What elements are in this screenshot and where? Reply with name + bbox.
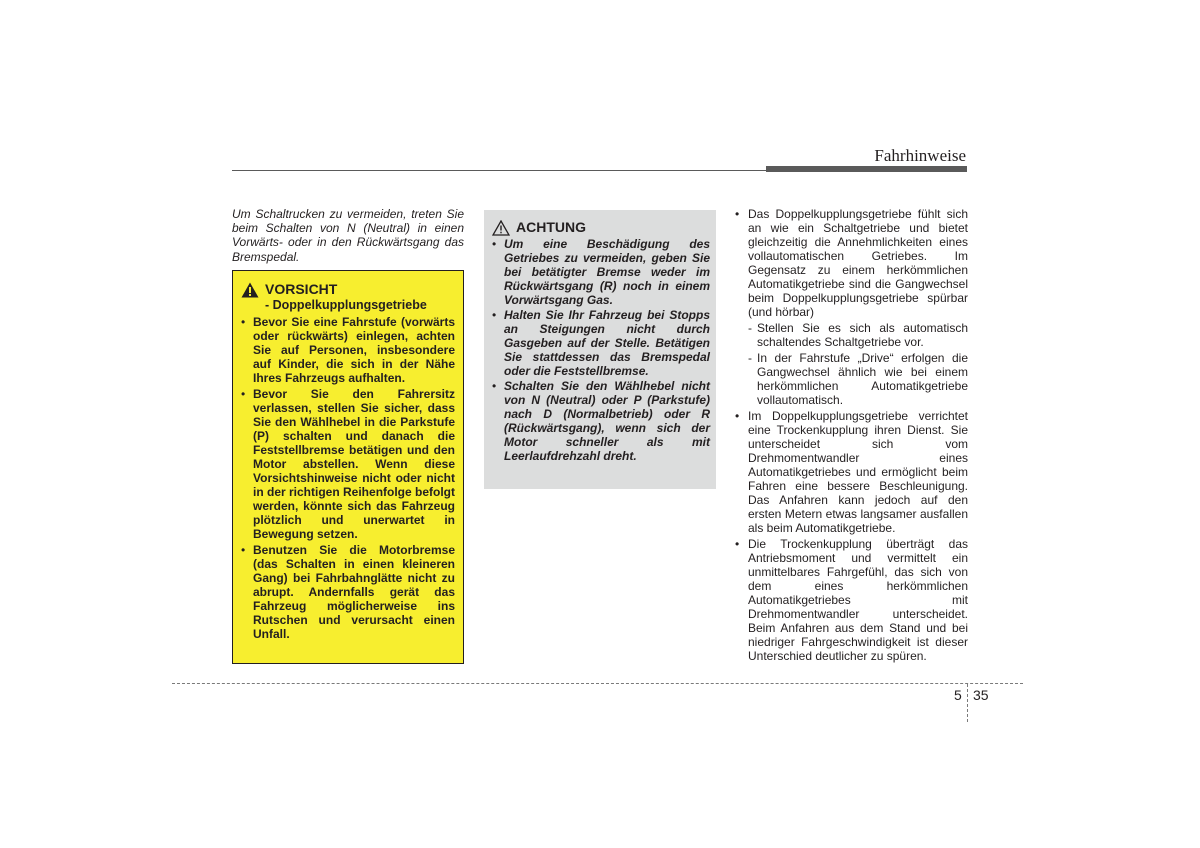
right-sub-list (748, 321, 968, 407)
header-section-title: Fahrhinweise (874, 146, 966, 165)
right-sub-item: - Stellen Sie es sich als automatisch schaltendes Schaltgetriebe vor. (748, 321, 968, 349)
right-column-list (735, 207, 968, 663)
page-chapter-number: 5 (954, 687, 962, 703)
vorsicht-warning-box (232, 270, 464, 664)
achtung-title: ACHTUNG (516, 219, 586, 235)
vorsicht-list (241, 315, 455, 641)
right-list-item-text: Das Doppelkupplungsgetriebe fühlt sich an wie ein Schaltgetriebe und bietet gleichzeitig die Annehmlichkeiten eines vollautomatischen Getriebes. Im Gegensatz zu einem herkömmlichen Automatikgetriebe sind die Gangwechsel beim Doppelkupplungsgetriebe spürbar (und hörbar) (748, 207, 968, 319)
vorsicht-item: • Bevor Sie den Fahrersitz verlassen, stellen Sie sicher, dass Sie den Wählhebel in die Parkstufe (P) schalten und danach die Feststellbremse betätigen und den Motor abstellen. Wenn diese Vorsichtshinweise nicht oder nicht in der richtigen Reihenfolge befolgt werden, könnte sich das Fahrzeug plötzlich und unerwartet in Bewegung setzen. (241, 387, 455, 541)
right-sub-item: - In der Fahrstufe „Drive“ erfolgen die Gangwechsel ähnlich wie bei einem herkömmlichen Automatikgetriebe vollautomatisch. (748, 351, 968, 407)
header-bar (766, 166, 967, 172)
vorsicht-subtitle: - Doppelkupplungsgetriebe (265, 298, 427, 312)
intro-paragraph: Um Schaltrucken zu vermeiden, treten Sie beim Schalten von N (Neutral) in einen Vorwärts- oder in den Rückwärtsgang das Bremspedal. (232, 207, 464, 264)
achtung-header (492, 219, 710, 235)
vorsicht-header (241, 281, 455, 313)
achtung-list (492, 237, 710, 463)
warning-triangle-icon (241, 282, 259, 298)
vorsicht-item: • Benutzen Sie die Motorbremse (das Schalten in einen kleineren Gang) bei Fahrbahnglätte nicht zu abrupt. Andernfalls gerät das Fahrzeug möglicherweise ins Rutschen und verursacht einen Unfall. (241, 543, 455, 641)
right-column (735, 207, 968, 665)
caution-triangle-icon (492, 220, 510, 236)
footer-vertical-divider (967, 684, 968, 722)
right-list-item (735, 207, 968, 407)
achtung-item: • Schalten Sie den Wählhebel nicht von N (Neutral) oder P (Parkstufe) nach D (Normalbetrieb) oder R (Rückwärtsgang), wenn sich der Motor schneller als mit Leerlaufdrehzahl dreht. (492, 379, 710, 463)
vorsicht-item: • Bevor Sie eine Fahrstufe (vorwärts oder rückwärts) einlegen, achten Sie auf Personen, insbesondere auf Kinder, die sich in der Nähe Ihres Fahrzeugs aufhalten. (241, 315, 455, 385)
page-number: 35 (973, 687, 989, 703)
achtung-item: • Um eine Beschädigung des Getriebes zu vermeiden, geben Sie bei betätigter Bremse weder im Rückwärtsgang (R) noch in einem Vorwärtsgang Gas. (492, 237, 710, 307)
achtung-caution-box (484, 210, 716, 489)
vorsicht-title: VORSICHT (265, 281, 338, 297)
right-list-item: • Die Trockenkupplung überträgt das Antriebsmoment und vermittelt ein unmittelbares Fahrgefühl, das sich von dem eines herkömmlichen Automatikgetriebes mit Drehmomentwandler unterscheidet. Beim Anfahren aus dem Stand und bei niedriger Fahrgeschwindigkeit ist dieser Unterschied deutlicher zu spüren. (735, 537, 968, 663)
achtung-item: • Halten Sie Ihr Fahrzeug bei Stopps an Steigungen nicht durch Gasgeben auf der Stelle. Betätigen Sie stattdessen das Bremspedal oder die Feststellbremse. (492, 308, 710, 378)
footer-dashed-rule (172, 683, 1023, 684)
right-list-item: • Im Doppelkupplungsgetriebe verrichtet eine Trockenkupplung ihren Dienst. Sie unterscheidet sich vom Drehmomentwandler eines Automatikgetriebes und ermöglicht beim Fahren eine bessere Beschleunigung. Das Anfahren kann jedoch auf den ersten Metern etwas langsamer ausfallen als beim Automatikgetriebe. (735, 409, 968, 535)
